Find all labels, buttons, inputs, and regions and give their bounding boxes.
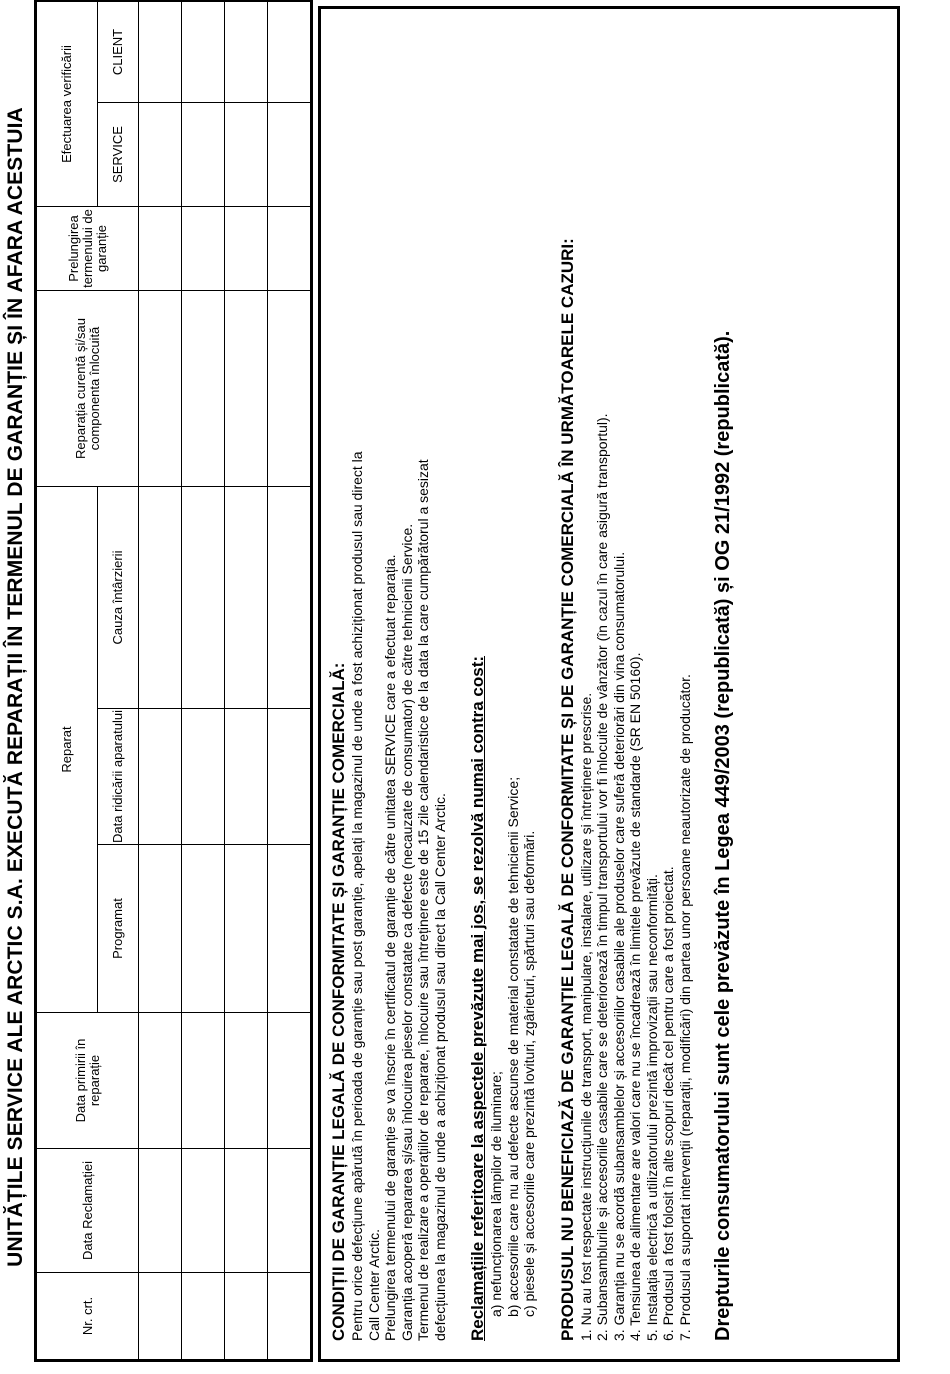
table-cell[interactable] (225, 709, 268, 845)
page-title: UNITĂȚILE SERVICE ALE ARCTIC S.A. EXECUTĂ REPARAȚII ÎN TERMENUL DE GARANȚIE ȘI ÎN AFARA ACESTUIA (4, 107, 27, 1267)
table-cell[interactable] (139, 709, 182, 845)
conditions-line: Prelungirea termenului de garanție se va înscrie în certificatul de garanție de către unitatea SERVICE care a efectuat reparația. (382, 554, 398, 1341)
table-row (182, 1, 225, 1361)
header-reparatia-curenta: Reparația curentă și/sau componenta înlocuită (36, 291, 139, 487)
exclusions-item: 1. Nu au fost respectate instrucțiunile de transport, manipulare, instalare, utilizare și întreținere prescrise. (577, 692, 594, 1341)
table-cell[interactable] (268, 207, 312, 291)
header-data-ridicarii: Data ridicării aparatului (98, 709, 139, 845)
header-efectuarea-verificarii: Efectuarea verificării (36, 1, 98, 207)
exclusions-item: 5. Instalația electrică a utilizatorului prezintă improvizații sau neconformități. (643, 874, 660, 1341)
exclusions-item: 6. Produsul a fost folosit în alte scopuri decât cel pentru care a fost proiectat. (660, 866, 676, 1341)
table-cell[interactable] (182, 103, 225, 207)
table-row (139, 1, 182, 1361)
table-row (225, 1, 268, 1361)
header-programat: Programat (98, 845, 139, 1013)
conditions-line: Pentru orice defecțiune apărută în perioada de garanție sau post garanție, apelați la magazinul de unde a fost achiziționat produsul sau direct la (349, 451, 365, 1341)
table-cell[interactable] (225, 1149, 268, 1273)
exclusions-item: 3. Garanția nu se acordă subansamblelor și accesoriilor casabile ale produselor care suferă deteriorări din vina consumatorului. (610, 551, 627, 1341)
table-cell[interactable] (225, 845, 268, 1013)
table-cell[interactable] (225, 291, 268, 487)
table-cell[interactable] (225, 1273, 268, 1361)
table-cell[interactable] (182, 207, 225, 291)
table-cell[interactable] (268, 1013, 312, 1149)
warranty-conditions-box (318, 6, 900, 1362)
table-cell[interactable] (139, 207, 182, 291)
table-cell[interactable] (268, 1, 312, 103)
table-cell[interactable] (225, 103, 268, 207)
table-cell[interactable] (139, 1273, 182, 1361)
exclusions-title: PRODUSUL NU BENEFICIAZĂ DE GARANȚIE LEGALĂ DE CONFORMITATE ȘI DE GARANȚIE COMERCIALĂ ÎN URMĂTOARELE CAZURI: (557, 238, 577, 1341)
table-cell[interactable] (268, 103, 312, 207)
table-cell[interactable] (139, 487, 182, 709)
consumer-rights-statement: Drepturile consumatorului sunt cele prevăzute în Legea 449/2003 (republicată) și OG 21/1992 (republicată). (712, 330, 734, 1341)
claims-item: c) piesele și accesoriile care prezintă lovituri, zgârieturi, spărturi sau deformări. (521, 830, 537, 1317)
header-client: CLIENT (98, 1, 139, 103)
table-cell[interactable] (139, 1013, 182, 1149)
table-cell[interactable] (182, 291, 225, 487)
conditions-line: Call Center Arctic. (365, 1228, 382, 1341)
table-cell[interactable] (182, 1, 225, 103)
table-cell[interactable] (268, 487, 312, 709)
claims-item: a) nefuncționarea lămpilor de iluminare; (488, 1071, 504, 1317)
claims-title: Reclamațiile referitoare la aspectele prevăzute mai jos, se rezolvă numai contra cost: (468, 655, 487, 1341)
header-prelungirea-termenului: Prelungirea termenului de garanție (36, 207, 139, 291)
header-data-reclamatiei: Data Reclamației (36, 1149, 139, 1273)
table-cell[interactable] (182, 845, 225, 1013)
header-nr-crt: Nr. crt. (36, 1273, 139, 1361)
table-cell[interactable] (139, 103, 182, 207)
table-cell[interactable] (225, 487, 268, 709)
header-service: SERVICE (98, 103, 139, 207)
header-reparat-group: Reparat (36, 487, 98, 1013)
table-cell[interactable] (182, 709, 225, 845)
table-cell[interactable] (182, 1149, 225, 1273)
table-cell[interactable] (268, 709, 312, 845)
table-cell[interactable] (268, 291, 312, 487)
table-cell[interactable] (225, 1013, 268, 1149)
table-cell[interactable] (225, 1, 268, 103)
claims-item: b) accesoriile care nu au defecte ascunse de material constatate de tehnicienii Service; (504, 776, 521, 1317)
table-cell[interactable] (139, 1, 182, 103)
exclusions-item: 2. Subansamblurile și accesoriile casabile care se deteriorează în timpul transportului vor fi înlocuite de vânzător (în cazul în care asigură transportul). (594, 413, 610, 1341)
header-cauza-intarzierii: Cauza întârzierii (98, 487, 139, 709)
conditions-line: Termenul de realizare a operațiilor de reparare, înlocuire sau întreținere este de 15 zile calendaristice de la data la care cumpărătorul a sesizat (415, 459, 431, 1341)
header-data-primirii: Data primirii în reparație (36, 1013, 139, 1149)
table-cell[interactable] (225, 207, 268, 291)
conditions-line: Garanția acoperă repararea și/sau înlocuirea pieselor constatate ca defecte (necauzate de consumator) de către tehnicienii Service. (398, 523, 415, 1341)
exclusions-item: 4. Tensiunea de alimentare are valori care nu se încadrează în limitele prevăzute de standarde (SR EN 50160). (627, 652, 643, 1341)
table-cell[interactable] (268, 1273, 312, 1361)
table-cell[interactable] (268, 845, 312, 1013)
table-cell[interactable] (182, 1013, 225, 1149)
table-cell[interactable] (139, 291, 182, 487)
conditions-line: defecțiunea la magazinul de unde a achiziționat produsul sau direct la Call Center Arctic. (431, 793, 448, 1341)
table-cell[interactable] (182, 487, 225, 709)
table-cell[interactable] (139, 845, 182, 1013)
table-cell[interactable] (139, 1149, 182, 1273)
exclusions-item: 7. Produsul a suportat intervenții (reparații, modificări) din partea unor persoane neautorizate de producător. (676, 674, 693, 1341)
table-row (268, 1, 312, 1361)
service-record-table (34, 0, 313, 1362)
table-cell[interactable] (182, 1273, 225, 1361)
table-cell[interactable] (268, 1149, 312, 1273)
conditions-title: CONDIȚII DE GARANȚIE LEGALĂ DE CONFORMITATE ȘI GARANȚIE COMERCIALĂ: (329, 662, 348, 1341)
